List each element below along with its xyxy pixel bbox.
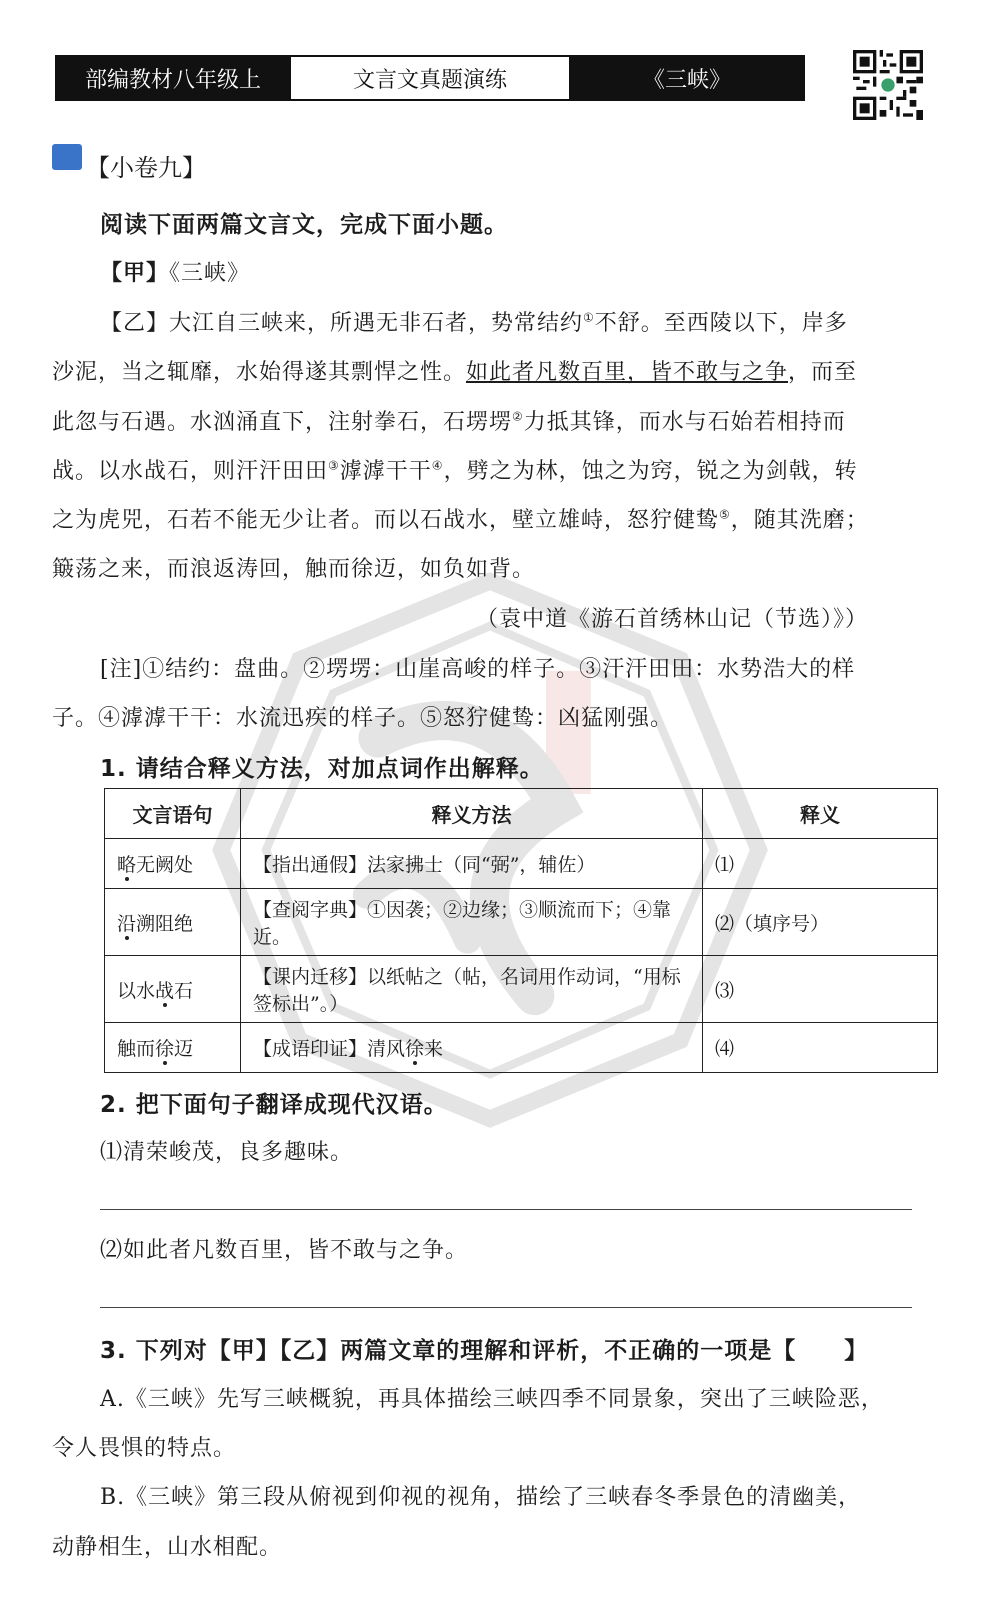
table-cell-method: 【课内迁移】以纸帖之（帖，名词用作动词，“用标签标出”。） (241, 956, 703, 1023)
sentence-start: 以水 (117, 979, 156, 1002)
q1-title: 1. 请结合释义方法，对加点词作出解释。 (100, 756, 544, 782)
dotted-word: 徐 (155, 1038, 175, 1060)
table-row (105, 1023, 938, 1073)
answer-line[interactable] (100, 1209, 912, 1210)
jia-tag: 【甲】 (100, 261, 170, 286)
yi-line-6: 簸荡之来，而浪返涛回，触而徐迈，如负如背。 (52, 557, 536, 582)
table-header: 释义方法 (241, 789, 703, 839)
table-cell-method (241, 1023, 703, 1073)
yi-text: 滹滹干干 (339, 459, 432, 484)
yi-text: ，随其洗磨； (730, 508, 869, 533)
table-row (105, 956, 938, 1023)
yi-text: 不舒。至西陵以下，岸多 (594, 311, 848, 336)
header-topic: 文言文真题演练 (289, 57, 571, 99)
sentence-rest: 迈 (174, 1038, 194, 1060)
yi-line-5 (52, 503, 869, 534)
q3-option-b-line-1: B.《三峡》第三段从俯视到仰视的视角，描绘了三峡春冬季景色的清幽美， (100, 1485, 862, 1510)
table-cell-answer[interactable]: ⑷ (703, 1023, 938, 1073)
jia-line (100, 256, 250, 287)
section-flag-icon (52, 144, 82, 170)
header-bar (55, 55, 805, 101)
q1-table (104, 788, 938, 1073)
q3-title: 3. 下列对【甲】【乙】两篇文章的理解和评析，不正确的一项是【 】 (100, 1338, 869, 1364)
table-cell-answer[interactable]: ⑴ (703, 839, 938, 889)
table-cell-sentence (105, 889, 241, 956)
table-cell-answer[interactable]: ⑶ (703, 956, 938, 1023)
footnote-marker: ② (512, 409, 524, 424)
yi-line-4 (52, 454, 858, 485)
table-header-row (105, 789, 938, 839)
dotted-word: 徐 (405, 1038, 425, 1060)
yi-text: 之为虎兕，石若不能无少让者。而以石战水，壁立雄峙，怒狞健鸷 (52, 508, 720, 533)
jia-title: 《三峡》 (169, 261, 251, 286)
yi-text: 沙泥，当之辄靡，水始得遂其剽悍之性。 (52, 360, 467, 385)
yi-line-1 (100, 306, 848, 337)
dotted-word: 战 (155, 979, 175, 1002)
table-cell-sentence (105, 956, 241, 1023)
sentence-start: 触而 (117, 1038, 156, 1060)
table-header: 文言语句 (105, 789, 241, 839)
notes-line-1: [注]①结约：盘曲。②塄塄：山崖高峻的样子。③汗汗田田：水势浩大的样 (100, 657, 856, 682)
section-title: 【小卷九】 (86, 154, 206, 182)
method-text: 来 (424, 1038, 444, 1060)
method-text: 【成语印证】清风 (253, 1038, 406, 1060)
table-cell-answer[interactable]: ⑵（填序号） (703, 889, 938, 956)
yi-line-2 (52, 355, 857, 386)
footnote-marker: ⑤ (719, 507, 731, 522)
table-row (105, 889, 938, 956)
footnote-marker: ① (583, 310, 595, 325)
yi-text: 力抵其锋，而水与石始若相持而 (523, 410, 846, 435)
yi-text: ，劈之为林，蚀之为窍，锐之为剑戟，转 (443, 459, 858, 484)
table-cell-sentence (105, 839, 241, 889)
sentence-rest: 溯阻绝 (136, 912, 194, 935)
yi-text: 战。以水战石，则汗汗田田 (52, 459, 329, 484)
instruction: 阅读下面两篇文言文，完成下面小题。 (100, 212, 508, 238)
table-cell-method: 【查阅字典】①因袭；②边缘；③顺流而下；④靠近。 (241, 889, 703, 956)
q2-sentence-2: ⑵如此者凡数百里，皆不敢与之争。 (100, 1238, 469, 1263)
q2-title: 2. 把下面句子翻译成现代汉语。 (100, 1092, 448, 1118)
sentence-rest: 石 (174, 979, 194, 1002)
footnote-marker: ③ (328, 458, 340, 473)
q3-option-a-line-2: 令人畏惧的特点。 (52, 1436, 237, 1461)
table-row (105, 839, 938, 889)
notes-line-2: 子。④滹滹干干：水流迅疾的样子。⑤怒狞健鸷：凶猛刚强。 (52, 706, 674, 731)
q3-option-b-line-2: 动静相生，山水相配。 (52, 1535, 283, 1560)
q2-sentence-1: ⑴清荣峻茂，良多趣味。 (100, 1140, 354, 1165)
table-header: 释义 (703, 789, 938, 839)
underlined-sentence: 如此者凡数百里，皆不敢与之争 (466, 360, 789, 385)
yi-text: 此忽与石遇。水汹涌直下，注射拳石，石塄塄 (52, 410, 513, 435)
yi-source: （袁中道《游石首绣林山记（节选）》） (476, 607, 869, 632)
table-cell-method: 【指出通假】法家拂士（同“弼”，辅佐） (241, 839, 703, 889)
dotted-word: 沿 (117, 912, 137, 935)
yi-line-3 (52, 405, 846, 436)
answer-line[interactable] (100, 1307, 912, 1308)
header-lesson: 《三峡》 (571, 57, 803, 99)
sentence-rest: 无阙处 (136, 854, 194, 876)
dotted-word: 略 (117, 854, 137, 876)
yi-text: ，而至 (788, 360, 858, 385)
q3-option-a-line-1: A.《三峡》先写三峡概貌，再具体描绘三峡四季不同景象，突出了三峡险恶， (100, 1387, 884, 1412)
header-grade: 部编教材八年级上 (57, 57, 289, 99)
qr-code-icon[interactable] (853, 50, 923, 120)
table-cell-sentence (105, 1023, 241, 1073)
yi-text: 【乙】大江自三峡来，所遇无非石者，势常结约 (100, 311, 584, 336)
footnote-marker: ④ (431, 458, 444, 473)
